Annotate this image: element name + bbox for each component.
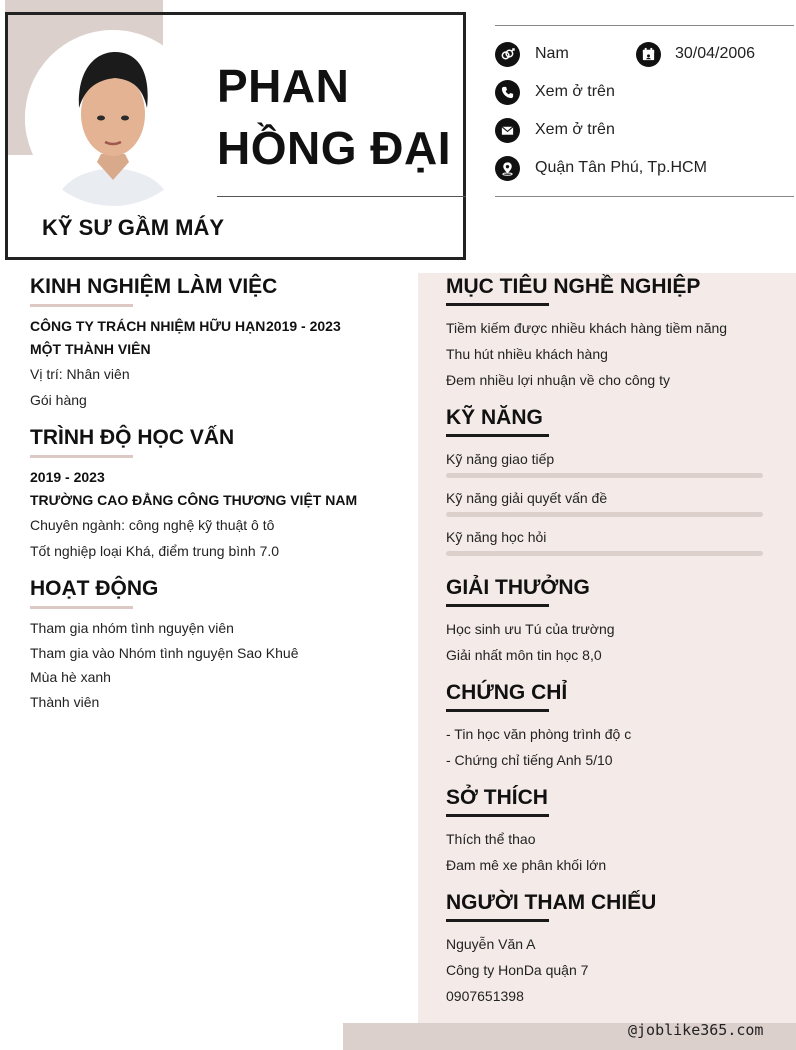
- references-heading: NGƯỜI THAM CHIẾU: [446, 891, 657, 914]
- objective-item: Đem nhiều lợi nhuận về cho công ty: [446, 372, 670, 388]
- activities-underline: [30, 606, 133, 609]
- skill-bar: [446, 551, 763, 556]
- activity-item: Thành viên: [30, 694, 100, 710]
- reference-item: Nguyễn Văn A: [446, 936, 536, 952]
- certificate-item: - Chứng chỉ tiếng Anh 5/10: [446, 752, 613, 768]
- address-value: Quận Tân Phú, Tp.HCM: [535, 159, 707, 176]
- experience-position: Vị trí: Nhân viên: [30, 366, 130, 382]
- award-item: Học sinh ưu Tú của trường: [446, 621, 615, 637]
- activity-item: Tham gia vào Nhóm tình nguyện Sao Khuê: [30, 645, 299, 661]
- skills-heading: KỸ NĂNG: [446, 406, 543, 429]
- phone-icon: [495, 80, 520, 105]
- dob-value: 30/04/2006: [675, 45, 756, 62]
- email-value: Xem ở trên: [535, 121, 615, 138]
- awards-heading: GIẢI THƯỞNG: [446, 576, 590, 599]
- reference-item: 0907651398: [446, 988, 524, 1004]
- experience-heading: KINH NGHIỆM LÀM VIỆC: [30, 275, 278, 298]
- education-underline: [30, 455, 133, 458]
- name-line-2: HỒNG ĐẠI: [217, 122, 451, 174]
- avatar: [25, 30, 201, 206]
- references-underline: [446, 919, 549, 922]
- objective-underline: [446, 303, 549, 306]
- gender-value: Nam: [535, 45, 569, 62]
- certificates-underline: [446, 709, 549, 712]
- hobbies-underline: [446, 814, 549, 817]
- skills-underline: [446, 434, 549, 437]
- experience-task: Gói hàng: [30, 392, 87, 408]
- hobby-item: Đam mê xe phân khối lớn: [446, 857, 607, 873]
- activity-item: Mùa hè xanh: [30, 669, 111, 685]
- skill-label: Kỹ năng học hỏi: [446, 529, 547, 545]
- objective-item: Thu hút nhiều khách hàng: [446, 346, 608, 362]
- experience-period: 2019 - 2023: [266, 318, 341, 334]
- objective-item: Tiềm kiếm được nhiều khách hàng tiềm năng: [446, 320, 728, 336]
- name-divider: [217, 196, 466, 197]
- contact-top-divider: [495, 25, 794, 26]
- certificates-heading: CHỨNG CHỈ: [446, 681, 568, 704]
- job-title: KỸ SƯ GẦM MÁY: [42, 215, 225, 240]
- skill-bar: [446, 512, 763, 517]
- awards-underline: [446, 604, 549, 607]
- company-name-line2: MỘT THÀNH VIÊN: [30, 341, 151, 357]
- hobby-item: Thích thể thao: [446, 831, 536, 847]
- experience-underline: [30, 304, 133, 307]
- certificate-item: - Tin học văn phòng trình độ c: [446, 726, 632, 742]
- education-major: Chuyên ngành: công nghệ kỹ thuật ô tô: [30, 517, 275, 533]
- candidate-name: [217, 55, 451, 179]
- email-icon: [495, 118, 520, 143]
- award-item: Giải nhất môn tin học 8,0: [446, 647, 602, 663]
- phone-value: Xem ở trên: [535, 83, 615, 100]
- activities-heading: HOẠT ĐỘNG: [30, 577, 159, 600]
- contact-bottom-divider: [495, 196, 794, 197]
- objective-heading: MỤC TIÊU NGHỀ NGHIỆP: [446, 275, 701, 298]
- education-school: TRƯỜNG CAO ĐẲNG CÔNG THƯƠNG VIỆT NAM: [30, 492, 358, 508]
- calendar-icon: [636, 42, 661, 67]
- reference-item: Công ty HonDa quận 7: [446, 962, 589, 978]
- location-icon: [495, 156, 520, 181]
- name-line-1: PHAN: [217, 60, 350, 112]
- brand-footer: @joblike365.com: [628, 1021, 764, 1039]
- skill-bar: [446, 473, 763, 478]
- education-period: 2019 - 2023: [30, 469, 105, 485]
- education-grade: Tốt nghiệp loại Khá, điểm trung bình 7.0: [30, 543, 280, 559]
- education-heading: TRÌNH ĐỘ HỌC VẤN: [30, 426, 235, 449]
- activity-item: Tham gia nhóm tình nguyện viên: [30, 620, 234, 636]
- gender-icon: [495, 42, 520, 67]
- portrait-photo: [25, 30, 201, 206]
- skill-label: Kỹ năng giao tiếp: [446, 451, 555, 467]
- hobbies-heading: SỞ THÍCH: [446, 786, 548, 809]
- skill-label: Kỹ năng giải quyết vấn đề: [446, 490, 608, 506]
- company-name-line1: CÔNG TY TRÁCH NHIỆM HỮU HẠN: [30, 318, 266, 334]
